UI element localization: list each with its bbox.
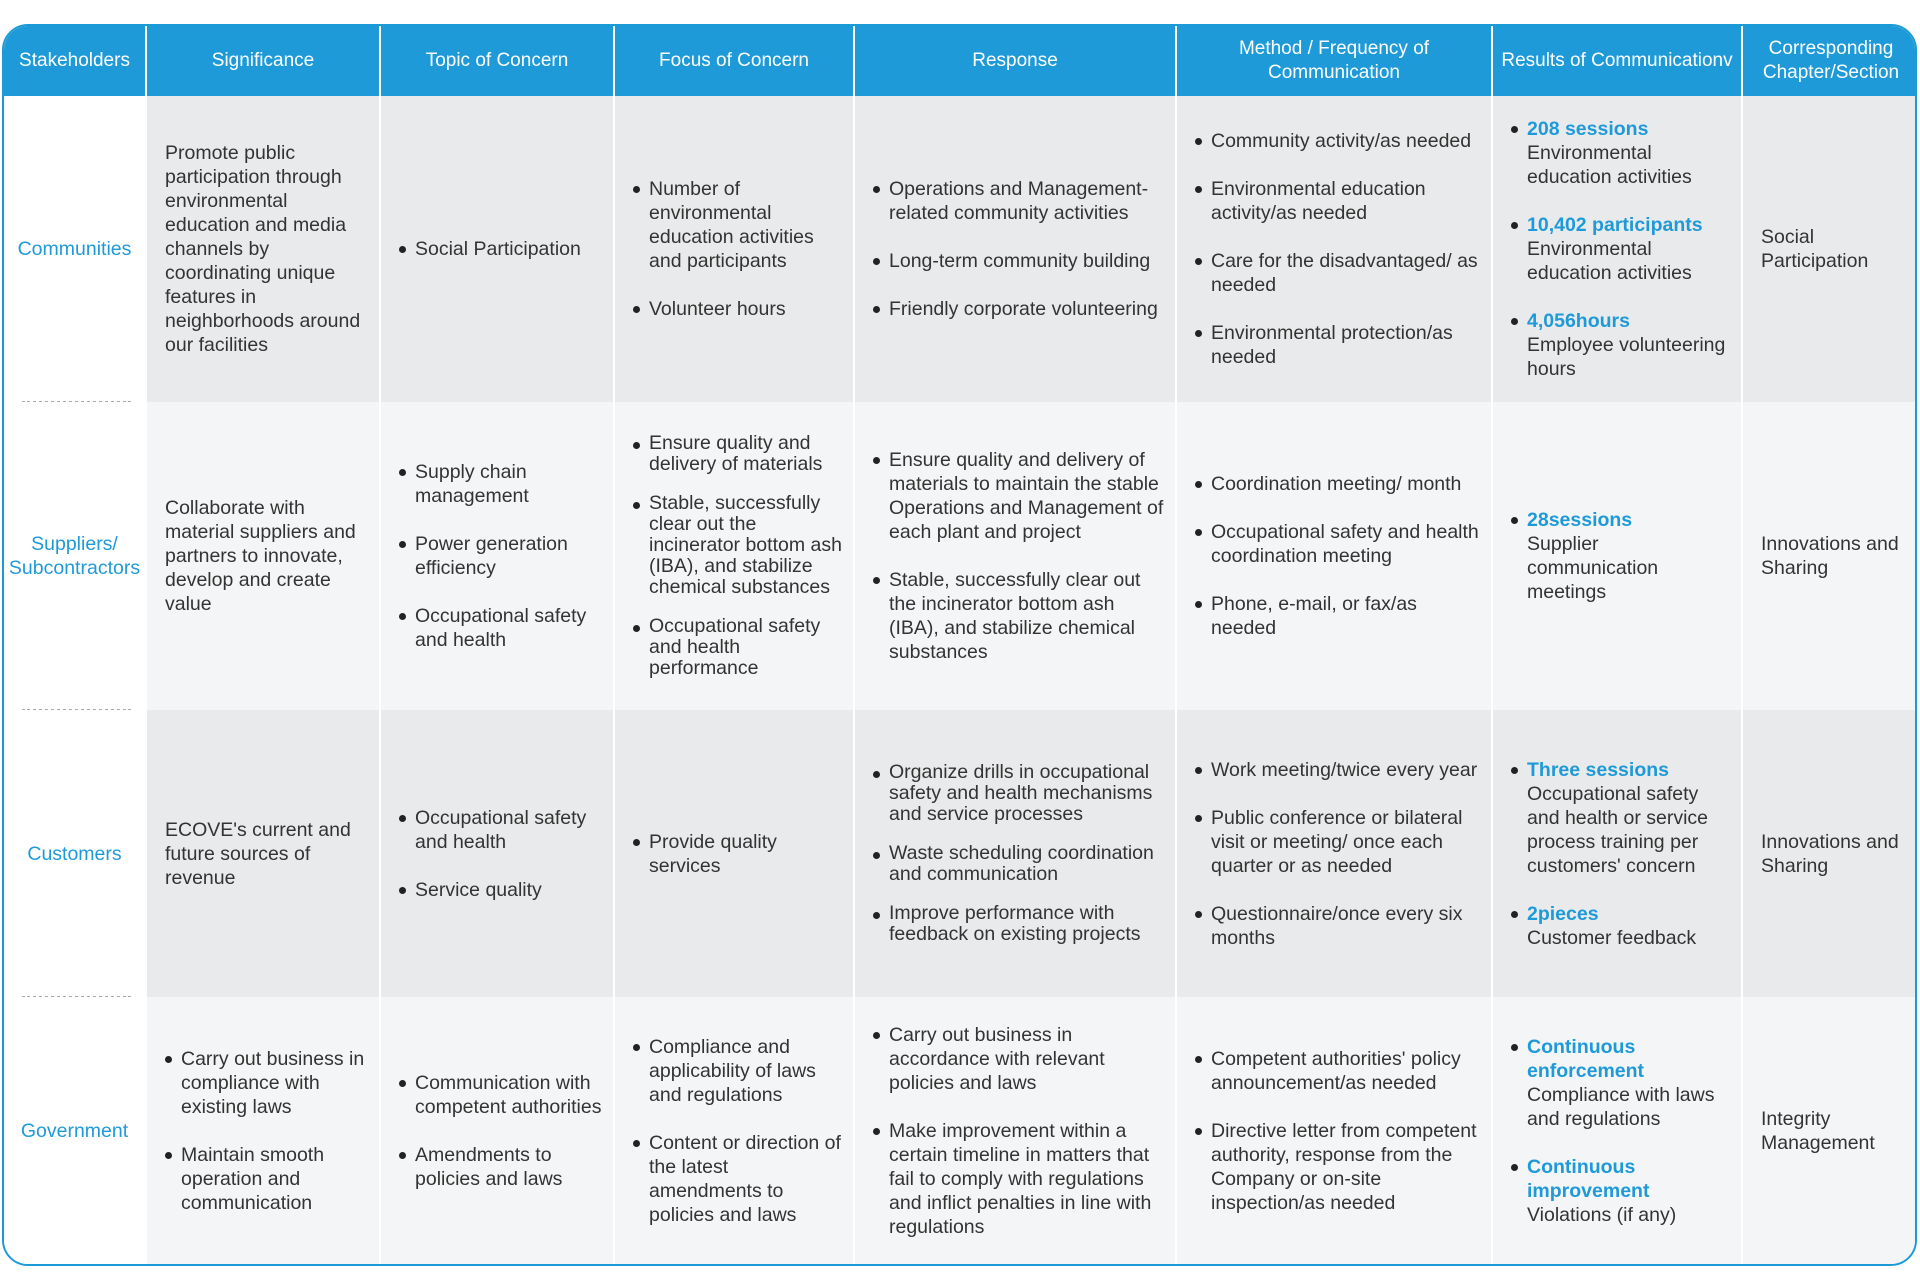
list-item <box>1527 213 1731 285</box>
list-item: Coordination meeting/ month <box>1211 472 1481 496</box>
table-row <box>4 997 1917 1265</box>
list-item <box>1527 117 1731 189</box>
list-item: Directive letter from competent authority, response from the Company or on-site inspection/as needed <box>1211 1119 1481 1215</box>
stakeholder-table-container <box>2 24 1917 1266</box>
result-text: Compliance with laws and regulations <box>1527 1084 1715 1130</box>
header-results: Results of Communicationv <box>1492 26 1742 96</box>
topic-cell <box>380 96 614 402</box>
list-item: Compliance and applicability of laws and regulations <box>649 1035 843 1107</box>
list-item: Provide quality services <box>649 830 843 878</box>
list-item: Stable, successfully clear out the incinerator bottom ash (IBA), and stabilize chemical substances <box>889 568 1165 664</box>
list-item: Environmental education activity/as needed <box>1211 177 1481 225</box>
header-method-frequency: Method / Frequency of Communication <box>1176 26 1492 96</box>
stakeholder-label: Customers <box>27 842 122 865</box>
list-item: Number of environmental education activities and participants <box>649 177 843 273</box>
result-highlight: 208 sessions <box>1527 118 1649 140</box>
stakeholder-cell <box>4 96 146 402</box>
list-item: Carry out business in compliance with existing laws <box>181 1047 369 1119</box>
result-highlight: Continuous improvement <box>1527 1156 1650 1202</box>
stakeholder-communication-table <box>4 26 1917 1265</box>
result-highlight: 2pieces <box>1527 902 1599 925</box>
list-item <box>1527 1155 1731 1227</box>
list-item: Maintain smooth operation and communication <box>181 1143 369 1215</box>
list-item: Organize drills in occupational safety and health mechanisms and service processes <box>889 762 1165 825</box>
list-item: Content or direction of the latest amendments to policies and laws <box>649 1131 843 1227</box>
header-row <box>4 26 1917 96</box>
response-cell <box>854 402 1176 710</box>
result-text: Customer feedback <box>1527 926 1697 949</box>
chapter-cell: Integrity Management <box>1742 997 1917 1265</box>
method-cell <box>1176 402 1492 710</box>
result-highlight: 28sessions <box>1527 509 1633 531</box>
results-cell <box>1492 402 1742 710</box>
list-item: Community activity/as needed <box>1211 129 1481 153</box>
stakeholder-label: Government <box>20 1120 129 1142</box>
topic-cell <box>380 710 614 997</box>
significance-cell: Promote public participation through environmental education and media channels by coordinating unique features in neighborhoods around our facilities <box>146 96 380 402</box>
list-item: Care for the disadvantaged/ as needed <box>1211 249 1481 297</box>
chapter-cell: Innovations and Sharing <box>1742 710 1917 997</box>
list-item: Work meeting/twice every year <box>1211 758 1481 782</box>
method-cell <box>1176 710 1492 997</box>
focus-cell <box>614 997 854 1265</box>
significance-cell <box>146 997 380 1265</box>
result-highlight: 4,056hours <box>1527 310 1630 332</box>
result-text: Employee volunteering hours <box>1527 334 1726 380</box>
results-cell <box>1492 96 1742 402</box>
header-significance: Significance <box>146 26 380 96</box>
significance-cell: Collaborate with material suppliers and partners to innovate, develop and create value <box>146 402 380 710</box>
list-item: Friendly corporate volunteering <box>889 297 1165 321</box>
list-item: Improve performance with feedback on existing projects <box>889 903 1165 945</box>
header-response: Response <box>854 26 1176 96</box>
method-cell <box>1176 96 1492 402</box>
list-item <box>1527 1035 1731 1131</box>
focus-cell <box>614 710 854 997</box>
result-highlight: Three sessions <box>1527 758 1669 781</box>
list-item: Power generation efficiency <box>415 532 603 580</box>
list-item: Ensure quality and delivery of materials <box>649 433 843 475</box>
topic-cell <box>380 402 614 710</box>
stakeholder-cell <box>4 997 146 1265</box>
stakeholder-label: Communities <box>17 238 132 260</box>
list-item <box>1527 902 1731 950</box>
list-item: Supply chain management <box>415 460 603 508</box>
list-item: Occupational safety and health performance <box>649 616 843 679</box>
focus-cell <box>614 402 854 710</box>
list-item: Environmental protection/as needed <box>1211 321 1481 369</box>
list-item: Occupational safety and health <box>415 806 603 854</box>
list-item: Occupational safety and health <box>415 604 603 652</box>
stakeholder-label-line2: Subcontractors <box>8 557 141 579</box>
list-item: Waste scheduling coordination and communication <box>889 843 1165 885</box>
header-topic-of-concern: Topic of Concern <box>380 26 614 96</box>
list-item: Competent authorities' policy announcement/as needed <box>1211 1047 1481 1095</box>
list-item: Public conference or bilateral visit or meeting/ once each quarter or as needed <box>1211 806 1481 878</box>
stakeholder-label-line1: Suppliers/ <box>31 533 118 555</box>
focus-cell <box>614 96 854 402</box>
response-cell <box>854 710 1176 997</box>
result-highlight: 10,402 participants <box>1527 214 1703 236</box>
chapter-cell: Innovations and Sharing <box>1742 402 1917 710</box>
list-item: Volunteer hours <box>649 297 843 321</box>
list-item: Stable, successfully clear out the incinerator bottom ash (IBA), and stabilize chemical substances <box>649 492 842 598</box>
list-item <box>1527 758 1731 878</box>
chapter-cell: Social Participation <box>1742 96 1917 402</box>
list-item: Carry out business in accordance with relevant policies and laws <box>889 1023 1165 1095</box>
list-item: Communication with competent authorities <box>415 1072 602 1118</box>
stakeholder-cell <box>4 402 146 710</box>
list-item: Occupational safety and health coordination meeting <box>1211 520 1481 568</box>
list-item: Social Participation <box>415 237 603 261</box>
header-stakeholders: Stakeholders <box>4 26 146 96</box>
significance-cell: ECOVE's current and future sources of revenue <box>146 710 380 997</box>
result-text: Environmental education activities <box>1527 238 1692 284</box>
table-row <box>4 96 1917 402</box>
header-chapter-section: Corresponding Chapter/Section <box>1742 26 1917 96</box>
response-cell <box>854 997 1176 1265</box>
header-focus-of-concern: Focus of Concern <box>614 26 854 96</box>
result-text: Supplier communication meetings <box>1527 533 1659 603</box>
result-text: Environmental education activities <box>1527 142 1692 188</box>
result-highlight: Continuous enforcement <box>1527 1036 1645 1082</box>
list-item: Make improvement within a certain timeline in matters that fail to comply with regulations and inflict penalties in line with regulations <box>889 1119 1165 1239</box>
list-item: Operations and Management- related community activities <box>889 177 1165 225</box>
results-cell <box>1492 710 1742 997</box>
list-item: Ensure quality and delivery of materials to maintain the stable Operations and Management of each plant and project <box>889 449 1164 543</box>
list-item: Service quality <box>415 878 603 902</box>
list-item <box>1527 508 1731 604</box>
list-item: Amendments to policies and laws <box>415 1143 603 1191</box>
table-row <box>4 402 1917 710</box>
stakeholder-cell <box>4 710 146 997</box>
table-row <box>4 710 1917 997</box>
topic-cell <box>380 997 614 1265</box>
result-text: Violations (if any) <box>1527 1204 1677 1226</box>
method-cell <box>1176 997 1492 1265</box>
list-item <box>1527 309 1731 381</box>
list-item: Phone, e-mail, or fax/as needed <box>1211 592 1481 640</box>
results-cell <box>1492 997 1742 1265</box>
response-cell <box>854 96 1176 402</box>
result-text: Occupational safety and health or service process training per customers' concern <box>1527 782 1709 877</box>
list-item: Long-term community building <box>889 249 1165 273</box>
list-item: Questionnaire/once every six months <box>1211 902 1481 950</box>
